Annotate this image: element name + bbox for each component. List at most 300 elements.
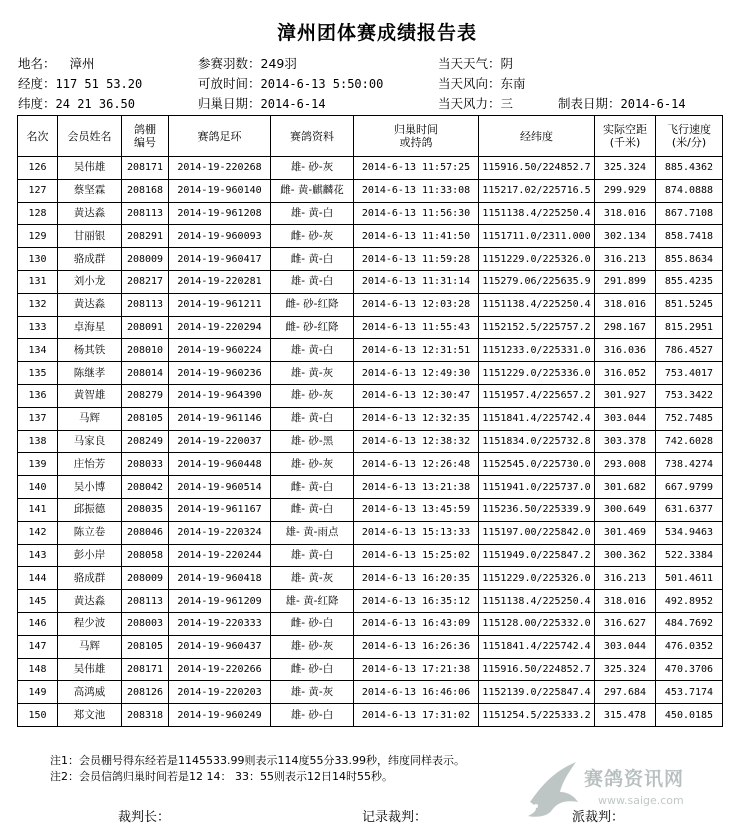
- table-cell: 1152152.5/225757.2: [479, 316, 595, 339]
- table-cell: 马辉: [58, 407, 122, 430]
- wind-force-label: 当天风力：: [438, 96, 501, 111]
- table-cell: 885.4362: [656, 157, 723, 180]
- table-cell: 1151138.4/225250.4: [479, 293, 595, 316]
- table-cell: 卓海星: [58, 316, 122, 339]
- table-cell: 雄- 黄-白: [271, 544, 354, 567]
- table-cell: 135: [18, 362, 58, 385]
- table-cell: 雄- 黄-红降: [271, 590, 354, 613]
- column-header: 会员姓名: [58, 116, 122, 157]
- table-cell: 2014-19-220294: [169, 316, 271, 339]
- table-cell: 115279.06/225635.9: [479, 270, 595, 293]
- table-cell: 208091: [122, 316, 169, 339]
- table-cell: 150: [18, 704, 58, 727]
- table-cell: 2014-6-13 11:33:08: [354, 179, 479, 202]
- table-cell: 318.016: [595, 590, 656, 613]
- table-cell: 752.7485: [656, 407, 723, 430]
- table-cell: 146: [18, 612, 58, 635]
- table-cell: 208217: [122, 270, 169, 293]
- table-cell: 2014-19-220281: [169, 270, 271, 293]
- wind-direction-label: 当天风向：: [438, 76, 501, 91]
- table-cell: 雄- 黄-白: [271, 270, 354, 293]
- table-cell: 855.8634: [656, 248, 723, 271]
- table-cell: 雌- 砂-灰: [271, 225, 354, 248]
- latitude-value: 24 21 36.50: [55, 97, 135, 111]
- wind-force-info: [438, 96, 513, 111]
- table-cell: 208010: [122, 339, 169, 362]
- table-cell: 293.008: [595, 453, 656, 476]
- watermark: [520, 756, 740, 826]
- table-cell: 1151229.0/225326.0: [479, 248, 595, 271]
- table-cell: 雌- 黄-白: [271, 498, 354, 521]
- count-info: [198, 56, 297, 71]
- table-cell: 雄- 砂-黑: [271, 430, 354, 453]
- table-cell: 208249: [122, 430, 169, 453]
- table-cell: 130: [18, 248, 58, 271]
- table-cell: 129: [18, 225, 58, 248]
- table-cell: 208168: [122, 179, 169, 202]
- table-cell: 492.8952: [656, 590, 723, 613]
- table-row: [18, 612, 723, 635]
- table-cell: 雄- 砂-灰: [271, 635, 354, 658]
- table-row: [18, 704, 723, 727]
- table-cell: 1151233.0/225331.0: [479, 339, 595, 362]
- table-cell: 115916.50/224852.7: [479, 658, 595, 681]
- table-cell: 2014-6-13 12:03:28: [354, 293, 479, 316]
- table-cell: 315.478: [595, 704, 656, 727]
- table-row: [18, 202, 723, 225]
- table-cell: 208105: [122, 407, 169, 430]
- table-cell: 522.3384: [656, 544, 723, 567]
- table-cell: 631.6377: [656, 498, 723, 521]
- table-cell: 雄- 黄-白: [271, 407, 354, 430]
- table-cell: 2014-6-13 12:38:32: [354, 430, 479, 453]
- table-cell: 208033: [122, 453, 169, 476]
- dispatch-signature: 派裁判：: [572, 810, 625, 825]
- wind-direction-info: [438, 76, 526, 91]
- release-value: 2014-6-13 5:50:00: [260, 77, 384, 91]
- table-cell: 2014-6-13 16:43:09: [354, 612, 479, 635]
- table-cell: 858.7418: [656, 225, 723, 248]
- column-header: 飞行速度 (米/分): [656, 116, 723, 157]
- wind-force-value: 三: [500, 96, 514, 111]
- table-cell: 137: [18, 407, 58, 430]
- table-body: [18, 157, 723, 727]
- table-cell: 208014: [122, 362, 169, 385]
- table-cell: 雌- 黄-白: [271, 476, 354, 499]
- table-cell: 2014-19-960236: [169, 362, 271, 385]
- table-cell: 126: [18, 157, 58, 180]
- table-cell: 2014-6-13 16:26:36: [354, 635, 479, 658]
- table-cell: 208046: [122, 521, 169, 544]
- table-cell: 1151941.0/225737.0: [479, 476, 595, 499]
- table-row: [18, 476, 723, 499]
- table-cell: 128: [18, 202, 58, 225]
- table-cell: 2014-6-13 15:25:02: [354, 544, 479, 567]
- table-cell: 2014-19-961208: [169, 202, 271, 225]
- table-cell: 2014-19-960224: [169, 339, 271, 362]
- table-cell: 208113: [122, 202, 169, 225]
- table-row: [18, 316, 723, 339]
- table-cell: 134: [18, 339, 58, 362]
- table-cell: 143: [18, 544, 58, 567]
- table-cell: 815.2951: [656, 316, 723, 339]
- table-cell: 雌- 砂-红降: [271, 316, 354, 339]
- table-cell: 147: [18, 635, 58, 658]
- table-cell: 2014-19-961209: [169, 590, 271, 613]
- table-cell: 雌- 黄-白: [271, 248, 354, 271]
- table-cell: 855.4235: [656, 270, 723, 293]
- table-cell: 雄- 黄-白: [271, 339, 354, 362]
- table-cell: 雄- 黄-灰: [271, 362, 354, 385]
- table-row: [18, 635, 723, 658]
- table-cell: 高鸿威: [58, 681, 122, 704]
- longitude-info: [18, 76, 142, 92]
- latitude-info: [18, 96, 135, 112]
- table-cell: 2014-19-960093: [169, 225, 271, 248]
- release-label: 可放时间：: [198, 76, 261, 91]
- table-cell: 1151711.0/2311.000: [479, 225, 595, 248]
- place-info: [18, 56, 95, 71]
- return-label: 归巢日期：: [198, 96, 261, 111]
- table-cell: 667.9799: [656, 476, 723, 499]
- table-cell: 雄- 黄-雨点: [271, 521, 354, 544]
- table-cell: 867.7108: [656, 202, 723, 225]
- table-cell: 115217.02/225716.5: [479, 179, 595, 202]
- table-row: [18, 248, 723, 271]
- place-label: 地名：: [18, 56, 56, 71]
- table-cell: 316.627: [595, 612, 656, 635]
- made-date-value: 2014-6-14: [620, 97, 686, 111]
- table-cell: 476.0352: [656, 635, 723, 658]
- table-cell: 1152139.0/225847.4: [479, 681, 595, 704]
- table-cell: 738.4274: [656, 453, 723, 476]
- note-2: 注2：会员信鸽归巢时间若是12 14： 33：55则表示12日14时55秒。: [50, 770, 393, 783]
- table-cell: 301.927: [595, 384, 656, 407]
- longitude-label: 经度：: [18, 76, 56, 91]
- table-cell: 316.052: [595, 362, 656, 385]
- table-header-row: [18, 116, 723, 157]
- table-cell: 彭小岸: [58, 544, 122, 567]
- table-cell: 雄- 砂-灰: [271, 384, 354, 407]
- table-cell: 208003: [122, 612, 169, 635]
- table-cell: 148: [18, 658, 58, 681]
- table-cell: 208009: [122, 567, 169, 590]
- table-cell: 吴小博: [58, 476, 122, 499]
- table-row: [18, 157, 723, 180]
- referee-signature: 裁判长：: [118, 810, 171, 825]
- table-cell: 2014-19-961146: [169, 407, 271, 430]
- table-cell: 208318: [122, 704, 169, 727]
- table-cell: 208126: [122, 681, 169, 704]
- table-cell: 301.469: [595, 521, 656, 544]
- table-row: [18, 430, 723, 453]
- longitude-value: 117 51 53.20: [55, 77, 143, 91]
- table-cell: 陈继孝: [58, 362, 122, 385]
- table-cell: 雌- 砂-白: [271, 658, 354, 681]
- table-cell: 484.7692: [656, 612, 723, 635]
- table-cell: 132: [18, 293, 58, 316]
- table-cell: 131: [18, 270, 58, 293]
- table-row: [18, 567, 723, 590]
- table-cell: 2014-19-220268: [169, 157, 271, 180]
- table-cell: 301.682: [595, 476, 656, 499]
- table-cell: 骆成群: [58, 248, 122, 271]
- table-cell: 黄达淼: [58, 202, 122, 225]
- table-cell: 2014-19-961211: [169, 293, 271, 316]
- table-cell: 2014-6-13 11:31:14: [354, 270, 479, 293]
- table-cell: 1151138.4/225250.4: [479, 590, 595, 613]
- table-cell: 雌- 砂-红降: [271, 293, 354, 316]
- table-cell: 吴伟雄: [58, 157, 122, 180]
- table-cell: 208042: [122, 476, 169, 499]
- table-cell: 2014-6-13 15:13:33: [354, 521, 479, 544]
- table-cell: 2014-6-13 11:59:28: [354, 248, 479, 271]
- return-value: 2014-6-14: [260, 97, 326, 111]
- table-cell: 851.5245: [656, 293, 723, 316]
- table-cell: 1151949.0/225847.2: [479, 544, 595, 567]
- table-row: [18, 681, 723, 704]
- table-cell: 2014-19-220324: [169, 521, 271, 544]
- table-cell: 753.4017: [656, 362, 723, 385]
- table-cell: 雄- 砂-灰: [271, 453, 354, 476]
- table-cell: 2014-6-13 16:35:12: [354, 590, 479, 613]
- column-header: 赛鸽足环: [169, 116, 271, 157]
- table-cell: 2014-6-13 17:31:02: [354, 704, 479, 727]
- report-title: 漳州团体赛成绩报告表: [276, 22, 477, 44]
- table-row: [18, 362, 723, 385]
- table-cell: 1151957.4/225657.2: [479, 384, 595, 407]
- table-cell: 298.167: [595, 316, 656, 339]
- table-cell: 208113: [122, 293, 169, 316]
- table-cell: 140: [18, 476, 58, 499]
- release-info: [198, 76, 383, 92]
- table-cell: 208279: [122, 384, 169, 407]
- table-cell: 刘小龙: [58, 270, 122, 293]
- wind-direction-value: 东南: [500, 76, 526, 91]
- table-cell: 2014-19-960140: [169, 179, 271, 202]
- table-cell: 325.324: [595, 157, 656, 180]
- table-cell: 2014-19-220266: [169, 658, 271, 681]
- table-cell: 1151138.4/225250.4: [479, 202, 595, 225]
- table-row: [18, 521, 723, 544]
- table-cell: 297.684: [595, 681, 656, 704]
- table-row: [18, 293, 723, 316]
- table-cell: 470.3706: [656, 658, 723, 681]
- table-cell: 2014-19-220037: [169, 430, 271, 453]
- table-cell: 2014-6-13 12:30:47: [354, 384, 479, 407]
- table-cell: 黄达淼: [58, 293, 122, 316]
- table-cell: 1151834.0/225732.8: [479, 430, 595, 453]
- table-cell: 534.9463: [656, 521, 723, 544]
- table-cell: 299.929: [595, 179, 656, 202]
- table-cell: 2014-6-13 12:26:48: [354, 453, 479, 476]
- table-cell: 陈立卷: [58, 521, 122, 544]
- table-cell: 145: [18, 590, 58, 613]
- table-cell: 2014-19-960249: [169, 704, 271, 727]
- table-cell: 蔡坚霖: [58, 179, 122, 202]
- count-label: 参赛羽数：: [198, 56, 261, 71]
- table-cell: 1151841.4/225742.4: [479, 407, 595, 430]
- weather-info: [438, 56, 513, 71]
- table-cell: 庄怡芳: [58, 453, 122, 476]
- table-cell: 雌- 黄-麒麟花: [271, 179, 354, 202]
- table-cell: 2014-6-13 16:46:06: [354, 681, 479, 704]
- table-cell: 1152545.0/225730.0: [479, 453, 595, 476]
- table-cell: 302.134: [595, 225, 656, 248]
- table-cell: 753.3422: [656, 384, 723, 407]
- weather-label: 当天天气：: [438, 56, 501, 71]
- table-cell: 1151254.5/225333.2: [479, 704, 595, 727]
- table-cell: 208113: [122, 590, 169, 613]
- table-cell: 黄达淼: [58, 590, 122, 613]
- table-cell: 208058: [122, 544, 169, 567]
- table-cell: 郑文池: [58, 704, 122, 727]
- table-cell: 雄- 砂-灰: [271, 157, 354, 180]
- table-cell: 300.362: [595, 544, 656, 567]
- table-cell: 雄- 黄-灰: [271, 681, 354, 704]
- column-header: 赛鸽资料: [271, 116, 354, 157]
- table-cell: 316.213: [595, 567, 656, 590]
- weather-value: 阴: [500, 56, 514, 71]
- watermark-text: 赛鸽资讯网: [584, 768, 685, 790]
- table-cell: 1151229.0/225336.0: [479, 362, 595, 385]
- table-cell: 2014-6-13 17:21:38: [354, 658, 479, 681]
- made-date-info: [558, 96, 686, 112]
- table-cell: 139: [18, 453, 58, 476]
- table-cell: 邱振德: [58, 498, 122, 521]
- count-value: 249羽: [260, 56, 297, 71]
- latitude-label: 纬度：: [18, 96, 56, 111]
- table-cell: 316.036: [595, 339, 656, 362]
- results-table: [17, 115, 723, 727]
- table-cell: 208035: [122, 498, 169, 521]
- table-cell: 149: [18, 681, 58, 704]
- table-cell: 2014-6-13 11:41:50: [354, 225, 479, 248]
- return-info: [198, 96, 326, 112]
- table-cell: 杨其铁: [58, 339, 122, 362]
- table-cell: 208105: [122, 635, 169, 658]
- table-cell: 291.899: [595, 270, 656, 293]
- table-cell: 甘丽银: [58, 225, 122, 248]
- table-row: [18, 270, 723, 293]
- table-cell: 2014-6-13 11:55:43: [354, 316, 479, 339]
- table-cell: 142: [18, 521, 58, 544]
- table-cell: 136: [18, 384, 58, 407]
- table-row: [18, 179, 723, 202]
- table-cell: 144: [18, 567, 58, 590]
- table-cell: 2014-19-960514: [169, 476, 271, 499]
- table-cell: 程少波: [58, 612, 122, 635]
- table-cell: 316.213: [595, 248, 656, 271]
- table-cell: 303.378: [595, 430, 656, 453]
- column-header: 归巢时间 或持鸽: [354, 116, 479, 157]
- made-date-label: 制表日期：: [558, 96, 621, 111]
- table-cell: 318.016: [595, 202, 656, 225]
- table-row: [18, 225, 723, 248]
- table-row: [18, 544, 723, 567]
- table-row: [18, 339, 723, 362]
- table-cell: 雌- 砂-白: [271, 612, 354, 635]
- table-cell: 黄智雄: [58, 384, 122, 407]
- table-cell: 115128.00/225332.0: [479, 612, 595, 635]
- table-cell: 2014-19-220244: [169, 544, 271, 567]
- column-header: 鸽棚 编号: [122, 116, 169, 157]
- table-cell: 208291: [122, 225, 169, 248]
- table-cell: 325.324: [595, 658, 656, 681]
- table-row: [18, 658, 723, 681]
- table-row: [18, 453, 723, 476]
- recorder-signature: 记录裁判：: [362, 810, 428, 825]
- table-cell: 2014-6-13 11:56:30: [354, 202, 479, 225]
- note-1: 注1：会员棚号得东经若是1145533.99则表示114度55分33.99秒，纬度同样表示。: [50, 754, 465, 767]
- table-row: [18, 384, 723, 407]
- table-cell: 雄- 砂-白: [271, 704, 354, 727]
- table-cell: 雄- 黄-灰: [271, 567, 354, 590]
- table-cell: 2014-6-13 11:57:25: [354, 157, 479, 180]
- table-cell: 208171: [122, 658, 169, 681]
- table-cell: 115197.00/225842.0: [479, 521, 595, 544]
- table-cell: 208171: [122, 157, 169, 180]
- table-cell: 2014-19-220203: [169, 681, 271, 704]
- table-cell: 马辉: [58, 635, 122, 658]
- table-cell: 2014-19-964390: [169, 384, 271, 407]
- table-cell: 雄- 黄-白: [271, 202, 354, 225]
- table-cell: 2014-19-220333: [169, 612, 271, 635]
- column-header: 实际空距 (千米): [595, 116, 656, 157]
- table-cell: 127: [18, 179, 58, 202]
- table-cell: 1151841.4/225742.4: [479, 635, 595, 658]
- table-cell: 133: [18, 316, 58, 339]
- table-cell: 138: [18, 430, 58, 453]
- table-cell: 2014-19-960448: [169, 453, 271, 476]
- table-cell: 2014-6-13 12:49:30: [354, 362, 479, 385]
- watermark-url: www.saige.com: [598, 794, 684, 807]
- table-row: [18, 498, 723, 521]
- table-cell: 2014-6-13 12:31:51: [354, 339, 479, 362]
- table-row: [18, 590, 723, 613]
- table-cell: 141: [18, 498, 58, 521]
- pigeon-logo-icon: [522, 758, 582, 822]
- table-cell: 1151229.0/225326.0: [479, 567, 595, 590]
- table-cell: 300.649: [595, 498, 656, 521]
- table-cell: 115236.50/225339.9: [479, 498, 595, 521]
- table-cell: 303.044: [595, 407, 656, 430]
- table-cell: 2014-19-960437: [169, 635, 271, 658]
- table-cell: 2014-6-13 12:32:35: [354, 407, 479, 430]
- table-cell: 742.6028: [656, 430, 723, 453]
- table-cell: 马家良: [58, 430, 122, 453]
- table-row: [18, 407, 723, 430]
- table-cell: 450.0185: [656, 704, 723, 727]
- table-cell: 2014-19-961167: [169, 498, 271, 521]
- table-cell: 208009: [122, 248, 169, 271]
- table-cell: 吴伟雄: [58, 658, 122, 681]
- table-cell: 骆成群: [58, 567, 122, 590]
- table-cell: 2014-6-13 13:21:38: [354, 476, 479, 499]
- table-cell: 2014-6-13 13:45:59: [354, 498, 479, 521]
- table-cell: 453.7174: [656, 681, 723, 704]
- table-cell: 786.4527: [656, 339, 723, 362]
- table-cell: 2014-6-13 16:20:35: [354, 567, 479, 590]
- table-cell: 2014-19-960418: [169, 567, 271, 590]
- table-cell: 115916.50/224852.7: [479, 157, 595, 180]
- column-header: 经纬度: [479, 116, 595, 157]
- table-cell: 318.016: [595, 293, 656, 316]
- column-header: 名次: [18, 116, 58, 157]
- table-cell: 501.4611: [656, 567, 723, 590]
- table-cell: 303.044: [595, 635, 656, 658]
- table-cell: 874.0888: [656, 179, 723, 202]
